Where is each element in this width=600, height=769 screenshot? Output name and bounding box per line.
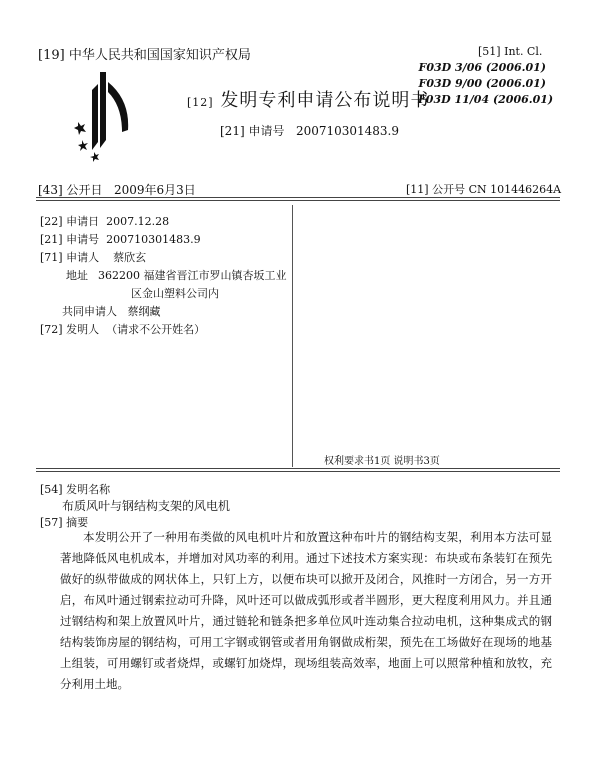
publication-number — [406, 181, 561, 197]
abstract-text: 本发明公开了一种用布类做的风电机叶片和放置这种布叶片的钢结构支架，利用本方法可显著地降低风电机成本，并增加对风功率的利用。通过下述技术方案实现：布块或布条装钉在预先做好的纵带做成的网状体上，只钉上方，以便布块可以掀开及闭合，风推时一方闭合，另一方开启，布风叶通过钢索拉动可升降，风叶还可以做成弧形或者半圆形，更大程度利用风力。并且通过钢结构和架上放置风叶片，通过链轮和链条把多单位风叶连动集合拉动电机，这种集成式的钢结构装饰房屋的钢结构，可用工字钢或钢管或者用角钢做成桁架，预先在工场做好在现场的地基上组装，可用螺钉或者烧焊，或螺钉加烧焊，现场组装高效率，地面上可以照常种植和放牧，充分利用土地。 — [60, 530, 552, 691]
address-line-2: 区金山塑料公司内 — [131, 287, 219, 300]
ipc-class-2: F03D 9/00 (2006.01) — [418, 77, 546, 90]
divider — [36, 468, 560, 469]
co-applicant-label: 共同申请人 — [62, 305, 117, 318]
app-no-value: 200710301483.9 — [295, 124, 400, 138]
filing-value: 2007.12.28 — [106, 215, 170, 228]
appno-value: 200710301483.9 — [106, 233, 201, 246]
ipc-heading — [418, 44, 546, 60]
appno-label: 申请号 — [66, 233, 100, 246]
inventor-value: （请求不公开姓名） — [106, 323, 206, 336]
document-title — [187, 86, 429, 112]
pub-no-code: [11] — [406, 183, 429, 196]
filing-code: [22] — [40, 215, 63, 228]
co-applicant-value: 蔡纲藏 — [127, 305, 161, 318]
column-divider — [292, 205, 293, 467]
address-line-1: 362200 福建省晋江市罗山镇杏坂工业 — [98, 269, 287, 282]
ipc-class-3: F03D 11/04 (2006.01) — [418, 93, 554, 106]
filing-date-row — [40, 213, 169, 229]
ipc-class-1: F03D 3/06 (2006.01) — [418, 61, 546, 74]
invention-title: 布质风叶与钢结构支架的风电机 — [62, 499, 231, 513]
applicant-row — [40, 249, 146, 265]
ipc-label: Int. Cl. — [504, 45, 543, 58]
pub-no-value: CN 101446264A — [468, 183, 562, 196]
abstract-code: [57] — [40, 516, 63, 529]
applicant-code: [71] — [40, 251, 63, 264]
appno-code: [21] — [40, 233, 63, 246]
application-number-row — [40, 231, 201, 247]
divider — [36, 471, 560, 472]
office-name: 中华人民共和国国家知识产权局 — [68, 48, 251, 63]
filing-label: 申请日 — [66, 215, 100, 228]
title-label: 发明名称 — [66, 483, 111, 496]
publication-date — [38, 181, 196, 198]
applicant-label: 申请人 — [66, 251, 100, 264]
title-section-heading — [40, 481, 110, 497]
pub-no-label: 公开号 — [432, 183, 466, 196]
applicant-value: 蔡欣玄 — [113, 251, 147, 264]
divider — [36, 197, 560, 198]
office-line — [38, 44, 251, 63]
pub-date-label: 公开日 — [66, 183, 103, 197]
inventor-row — [40, 321, 205, 337]
office-code: [19] — [38, 48, 65, 63]
pub-date-code: [43] — [38, 183, 63, 197]
doc-type-code: [12] — [187, 96, 214, 109]
abstract-body — [60, 527, 552, 695]
app-no-label: 申请号 — [248, 124, 285, 138]
inventor-label: 发明人 — [66, 323, 100, 336]
sipo-logo-icon — [70, 70, 132, 162]
app-no-code: [21] — [220, 124, 245, 138]
header-application-number — [220, 122, 399, 139]
address-label: 地址 — [66, 269, 88, 282]
inventor-code: [72] — [40, 323, 63, 336]
ipc-code: [51] — [478, 45, 501, 58]
doc-type: 发明专利申请公布说明书 — [220, 90, 430, 111]
abstract-label: 摘要 — [66, 516, 89, 529]
co-applicant-row — [62, 303, 161, 319]
claims-pages-info: 权利要求书1页 说明书3页 — [324, 456, 440, 467]
pub-date-value: 2009年6月3日 — [113, 183, 196, 197]
title-code: [54] — [40, 483, 63, 496]
ipc-classification — [418, 44, 554, 108]
divider — [36, 200, 560, 201]
